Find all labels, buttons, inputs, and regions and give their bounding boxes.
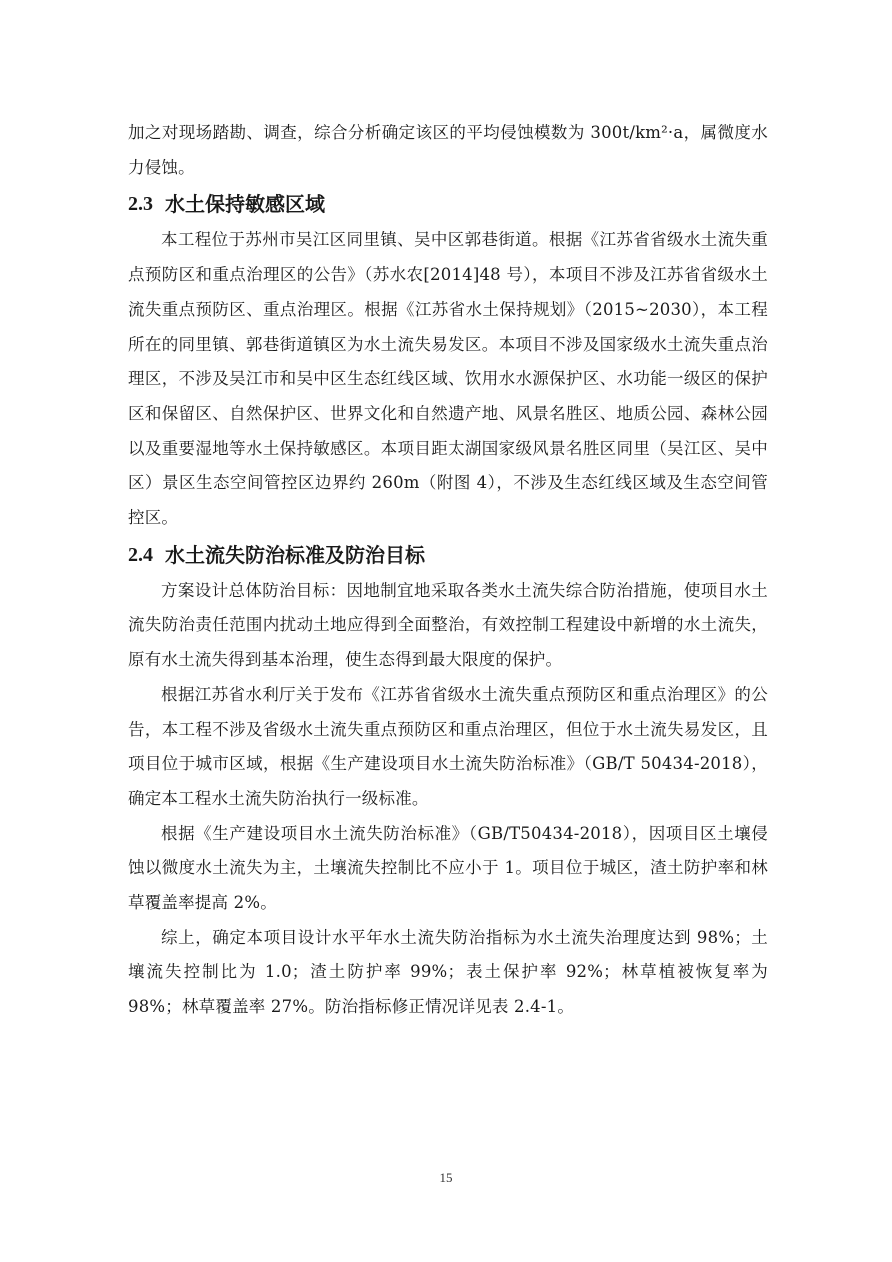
paragraph-standard-adjustment: 根据《生产建设项目水土流失防治标准》（GB/T50434-2018），因项目区土壤侵蚀以微度水土流失为主，土壤流失控制比不应小于 1。项目位于城区，渣土防护率和林草覆盖率提高 2%。 — [128, 823, 768, 913]
section-heading-2-4 — [128, 536, 768, 574]
paragraph-standard-level: 根据江苏省水利厅关于发布《江苏省省级水土流失重点预防区和重点治理区》的公告，本工程不涉及省级水土流失重点预防区和重点治理区，但位于水土流失易发区，且项目位于城市区域，根据《生产建设项目水土流失防治标准》（GB/T 50434-2018），确定本工程水土流失防治执行一级标准。 — [128, 684, 768, 808]
paragraph-sensitive-areas: 本工程位于苏州市吴江区同里镇、吴中区郭巷街道。根据《江苏省省级水土流失重点预防区和重点治理区的公告》（苏水农[2014]48 号），本项目不涉及江苏省省级水土流失重点预防区、重点治理区。根据《江苏省水土保持规划》（2015~2030），本工程所在的同里镇、郭巷街道镇区为水土流失易发区。本项目不涉及国家级水土流失重点治理区，不涉及吴江市和吴中区生态红线区域、饮用水水源保护区、水功能一级区的保护区和保留区、自然保护区、世界文化和自然遗产地、风景名胜区、地质公园、森林公园以及重要湿地等水土保持敏感区。本项目距太湖国家级风景名胜区同里（吴江区、吴中区）景区生态空间管控区边界约 260m（附图 4），不涉及生态红线区域及生态空间管控区。 — [128, 230, 768, 528]
page-number: 15 — [439, 1170, 453, 1185]
section-title: 水土流失防治标准及防治目标 — [165, 542, 425, 567]
section-number: 2.4 — [128, 543, 153, 566]
section-title: 水土保持敏感区域 — [165, 192, 325, 217]
section-number: 2.3 — [128, 193, 153, 216]
intro-paragraph: 加之对现场踏勘、调查，综合分析确定该区的平均侵蚀模数为 300t/km²·a，属微度水力侵蚀。 — [128, 123, 768, 177]
section-heading-2-3 — [128, 185, 768, 223]
paragraph-overall-target: 方案设计总体防治目标：因地制宜地采取各类水土流失综合防治措施，使项目水土流失防治责任范围内扰动土地应得到全面整治，有效控制工程建设中新增的水土流失，原有水土流失得到基本治理，使生态得到最大限度的保护。 — [128, 580, 768, 670]
page-body — [128, 116, 768, 1025]
paragraph-target-indicators: 综上，确定本项目设计水平年水土流失防治指标为水土流失治理度达到 98%；土壤流失控制比为 1.0；渣土防护率 99%；表土保护率 92%；林草植被恢复率为 98%；林草覆盖率 27%。防治指标修正情况详见表 2.4-1。 — [128, 927, 768, 1017]
